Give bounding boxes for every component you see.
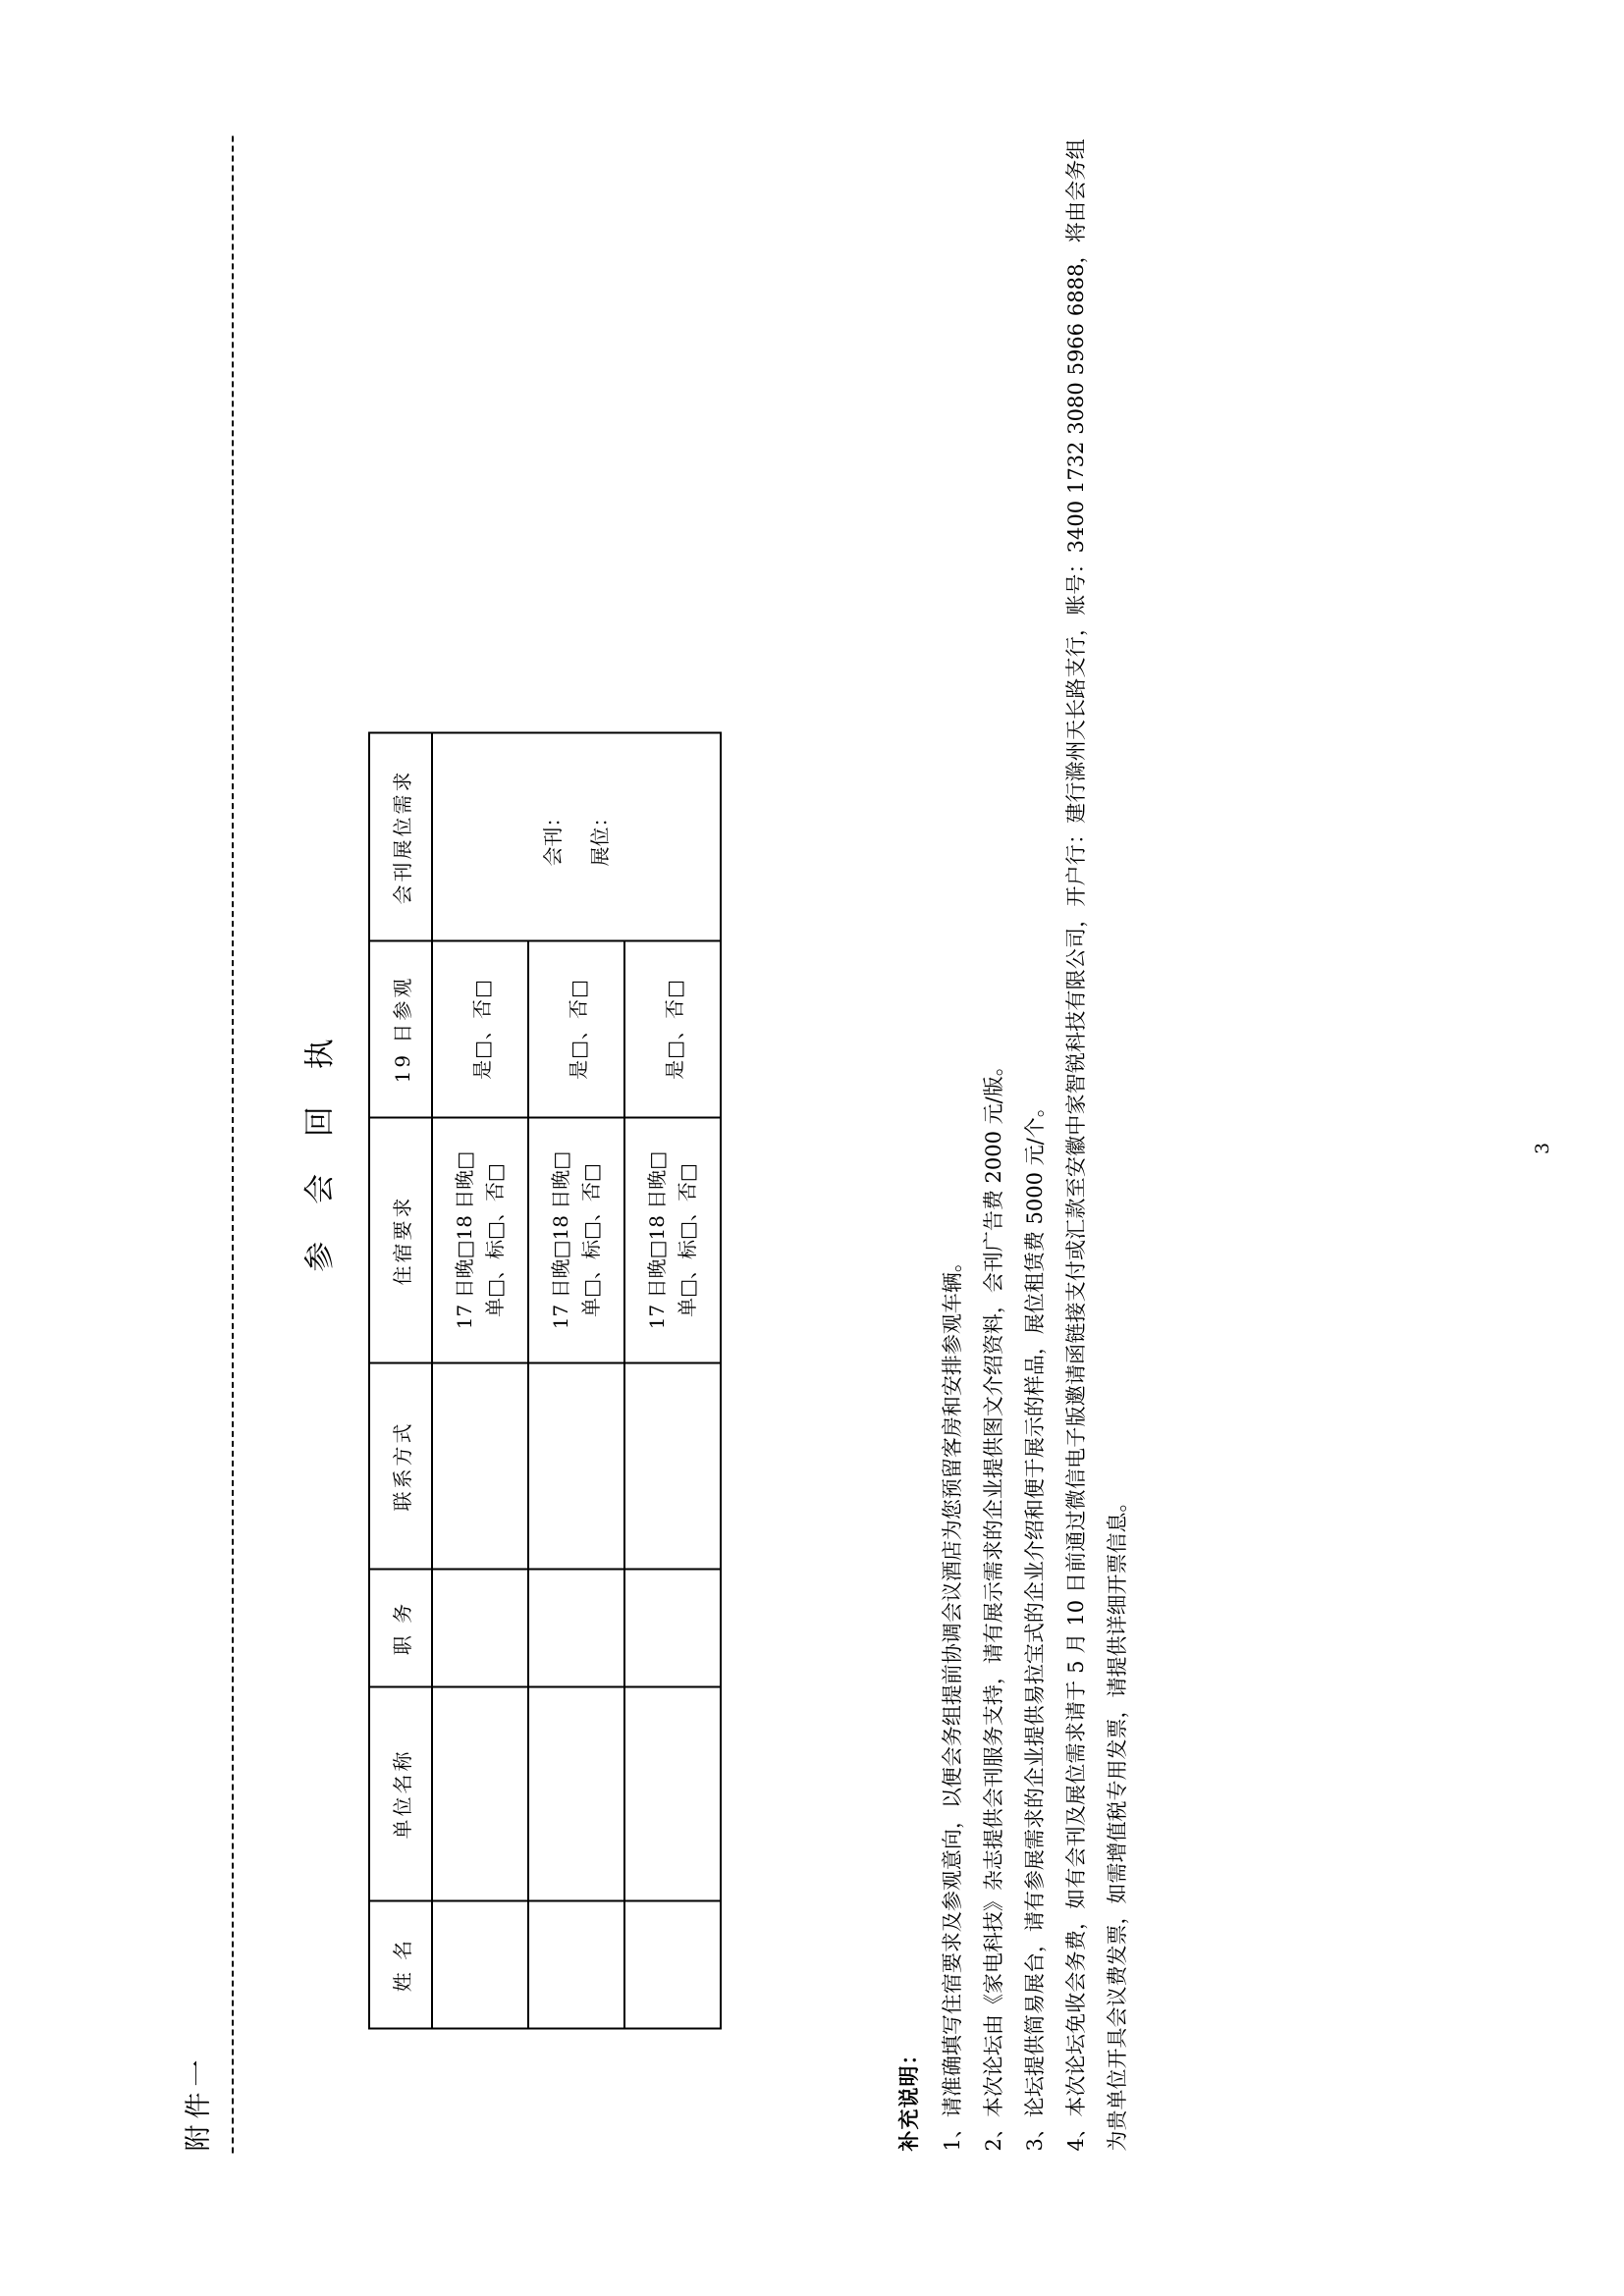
accommodation-room-options[interactable]: 单□、标□、否□ [579, 1162, 603, 1317]
note-item-4: 4、本次论坛免收会务费，如有会刊及展位需求请于 5 月 10 日前通过微信电子版邀请函链接支付或汇款至安徽中家智锐科技有限公司，开户行：建行滁州天长路支行，账号：3400 1732 3080 5966 6888，将由会务组为贵单位开具会议费发票，如需增值税专用发票，请提供详细开票信息。 [1064, 138, 1129, 2151]
page-number: 3 [1532, 1142, 1553, 1154]
column-header-contact: 联系方式 [369, 1362, 432, 1569]
accommodation-room-options[interactable]: 单□、标□、否□ [483, 1162, 507, 1317]
accommodation-night-options[interactable]: 17 日晚□18 日晚□ [549, 1150, 572, 1329]
cell-visit[interactable]: 是□、否□ [432, 940, 528, 1117]
table-header-row [369, 732, 432, 2028]
cell-name[interactable] [432, 1900, 528, 2028]
table-row [432, 732, 528, 2028]
notes-section [889, 138, 1138, 2151]
accommodation-night-options[interactable]: 17 日晚□18 日晚□ [645, 1150, 669, 1329]
cell-journal-booth[interactable] [432, 732, 721, 940]
page-title: 参 会 回 执 [302, 1024, 338, 1272]
cell-title[interactable] [528, 1569, 624, 1686]
cell-unit[interactable] [624, 1686, 721, 1900]
cell-title[interactable] [432, 1569, 528, 1686]
cell-unit[interactable] [528, 1686, 624, 1900]
cell-accommodation[interactable] [624, 1117, 721, 1362]
cell-contact[interactable] [432, 1362, 528, 1569]
cell-visit[interactable]: 是□、否□ [624, 940, 721, 1117]
cut-line-divider [232, 135, 234, 2153]
cell-title[interactable] [624, 1569, 721, 1686]
cell-accommodation[interactable] [528, 1117, 624, 1362]
cell-visit[interactable]: 是□、否□ [528, 940, 624, 1117]
cell-accommodation[interactable] [432, 1117, 528, 1362]
cell-unit[interactable] [432, 1686, 528, 1900]
receipt-table [368, 731, 722, 2029]
column-header-name: 姓 名 [369, 1900, 432, 2028]
booth-label[interactable]: 展位： [588, 807, 612, 866]
note-item-3: 3、论坛提供简易展台，请有参展需求的企业提供易拉宝式的企业介绍和便于展示的样品，展位租赁费 5000 元/个。 [1023, 1095, 1047, 2151]
cell-name[interactable] [528, 1900, 624, 2028]
column-header-visit: 19 日参观 [369, 940, 432, 1117]
note-item-1: 1、请准确填写住宿要求及参观意向，以便会务组提前协调会议酒店为您预留客房和安排参观车辆。 [941, 1251, 964, 2151]
accommodation-room-options[interactable]: 单□、标□、否□ [676, 1162, 699, 1317]
column-header-journal-booth: 会刊展位需求 [369, 732, 432, 940]
cell-contact[interactable] [528, 1362, 624, 1569]
journal-label[interactable]: 会刊： [541, 807, 565, 866]
column-header-accommodation: 住宿要求 [369, 1117, 432, 1362]
notes-heading: 补充说明： [896, 2043, 921, 2151]
note-item-2: 2、本次论坛由《家电科技》杂志提供会刊服务支持，请有展示需求的企业提供图文介绍资料，会刊广告费 2000 元/版。 [982, 1054, 1005, 2151]
column-header-unit: 单位名称 [369, 1686, 432, 1900]
column-header-title: 职 务 [369, 1569, 432, 1686]
attachment-label: 附件一 [184, 2054, 214, 2151]
cell-name[interactable] [624, 1900, 721, 2028]
cell-contact[interactable] [624, 1362, 721, 1569]
accommodation-night-options[interactable]: 17 日晚□18 日晚□ [453, 1150, 476, 1329]
